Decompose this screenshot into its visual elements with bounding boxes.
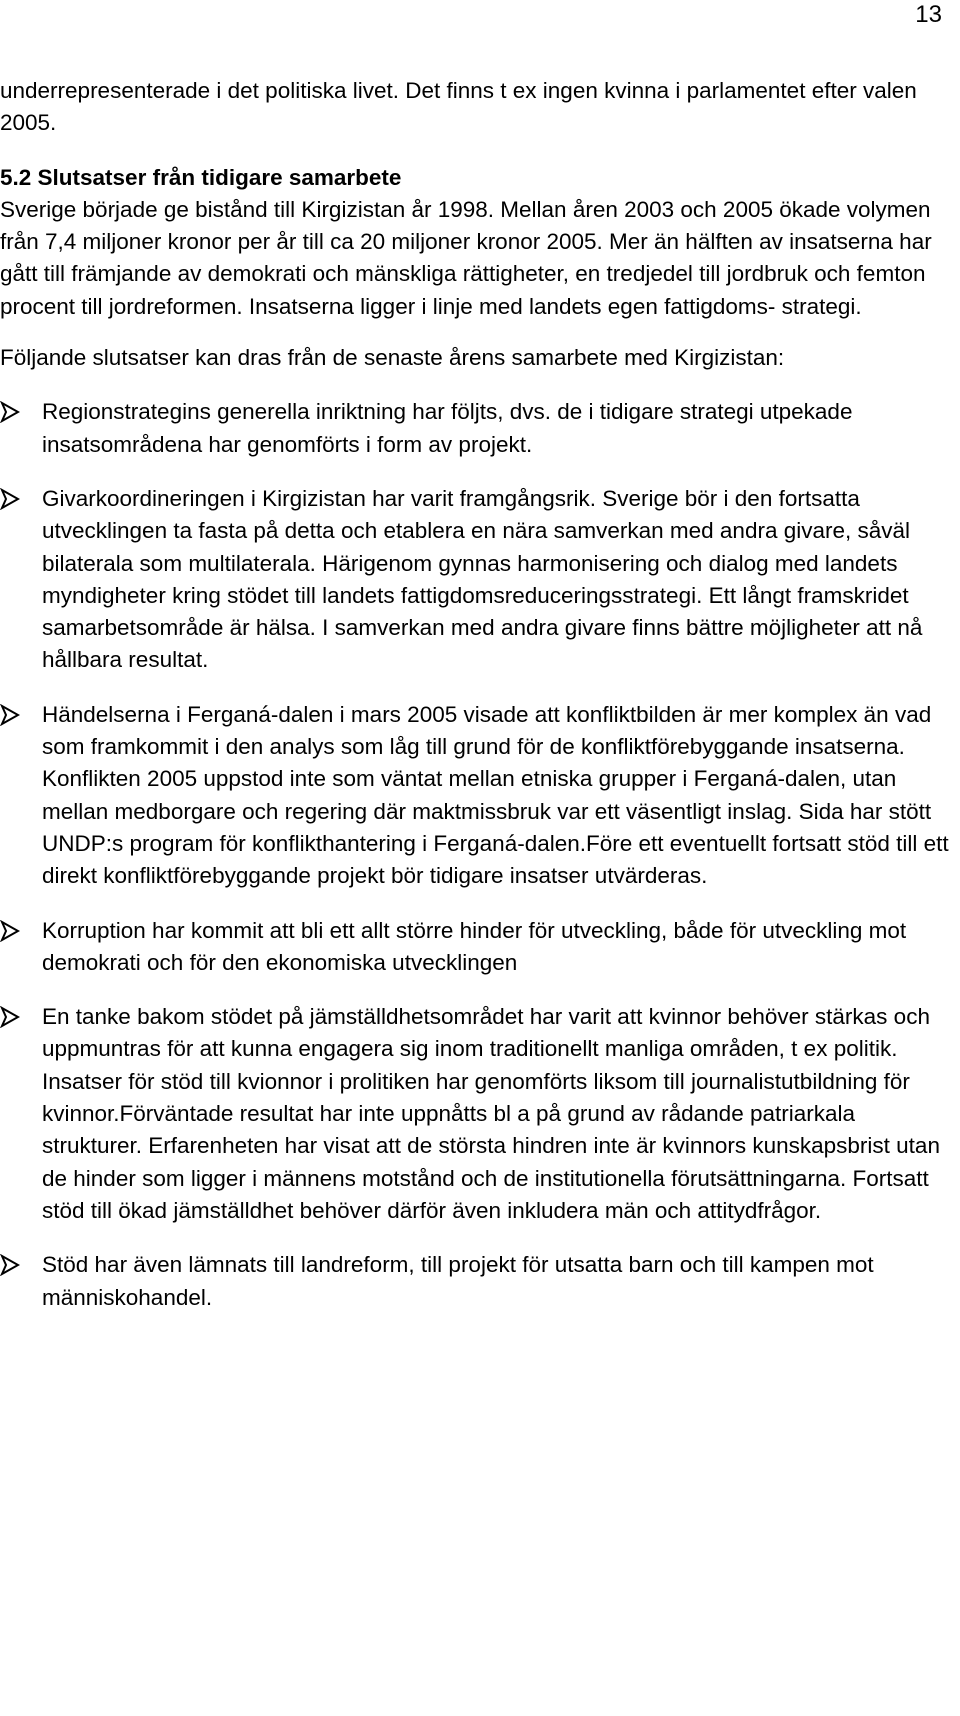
arrow-bullet-icon — [0, 401, 20, 423]
list-item-text: Korruption har kommit att bli ett allt större hinder för utveckling, både för utveckling mot demokrati och för den ekonomiska utvecklingen — [42, 917, 907, 975]
arrow-bullet-icon — [0, 1254, 20, 1276]
page-number: 13 — [915, 1, 942, 28]
list-item — [0, 1249, 956, 1314]
section-heading: 5.2 Slutsatser från tidigare samarbete — [0, 164, 402, 190]
arrow-bullet-icon — [0, 488, 20, 510]
document-body — [0, 75, 956, 1314]
arrow-bullet-icon — [0, 704, 20, 726]
list-item — [0, 483, 956, 677]
conclusions-intro: Följande slutsatser kan dras från de senaste årens samarbete med Kirgizistan: — [0, 345, 785, 371]
list-item-text: Händelserna i Ferganá-dalen i mars 2005 visade att konfliktbilden är mer komplex än vad som framkommit i den analys som låg till grund för de konfliktförebyggande insatserna. Konflikten 2005 uppstod inte som väntat mellan etniska grupper i Ferganá-dalen, utan mellan medborgare och regering där maktmissbruk var ett väsentligt inslag. Sida har stött UNDP:s program för konflikthantering i Ferganá-dalen.Före ett eventuellt fortsatt stöd till ett direkt konfliktförebyggande projekt bör tidigare insatser utvärderas. — [42, 701, 949, 889]
section-paragraph: Sverige började ge bistånd till Kirgizistan år 1998. Mellan åren 2003 och 2005 ökade volymen från 7,4 miljoner kronor per år till ca 20 miljoner kronor 2005. Mer än hälften av insatserna har gått till främjande av demokrati och mänskliga rättigheter, en tredjedel till jordbruk och femton procent till jordreformen. Insatserna ligger i linje med landets egen fattigdoms- strategi. — [0, 196, 932, 319]
list-item-text: Givarkoordineringen i Kirgizistan har varit framgångsrik. Sverige bör i den fortsatta utvecklingen ta fasta på detta och etablera en nära samverkan med andra givare, såväl bilaterala som multilaterala. Härigenom gynnas harmonisering och dialog med landets myndigheter kring stödet till landets fattigdomsreduceringsstrategi. Ett långt framskridet samarbetsområde är hälsa. I samverkan med andra givare finns bättre möjligheter att nå hållbara resultat. — [42, 485, 923, 673]
arrow-bullet-icon — [0, 920, 20, 942]
list-item — [0, 1001, 956, 1227]
list-item-text: Stöd har även lämnats till landreform, till projekt för utsatta barn och till kampen mot människohandel. — [42, 1252, 874, 1310]
conclusions-list — [0, 396, 956, 1313]
list-item — [0, 699, 956, 893]
arrow-bullet-icon — [0, 1006, 20, 1028]
list-item — [0, 396, 956, 461]
list-item — [0, 915, 956, 980]
intro-paragraph: underrepresenterade i det politiska livet. Det finns t ex ingen kvinna i parlamentet efter valen 2005. — [0, 78, 917, 136]
list-item-text: Regionstrategins generella inriktning har följts, dvs. de i tidigare strategi utpekade insatsområdena har genomförts i form av projekt. — [42, 399, 853, 457]
list-item-text: En tanke bakom stödet på jämställdhetsområdet har varit att kvinnor behöver stärkas och uppmuntras för att kunna engagera sig inom traditionellt manliga områden, t ex politik. Insatser för stöd till kvionnor i prolitiken har genomförts liksom till journalistutbildning för kvinnor.Förväntade resultat har inte uppnåtts bl a på grund av rådande patriarkala strukturer. Erfarenheten har visat att de största hindren inte är kvinnors kunskapsbrist utan de hinder som ligger i männens motstånd och de institutionella förutsättningarna. Fortsatt stöd till ökad jämställdhet behöver därför även inkludera män och attitydfrågor. — [42, 1004, 940, 1223]
